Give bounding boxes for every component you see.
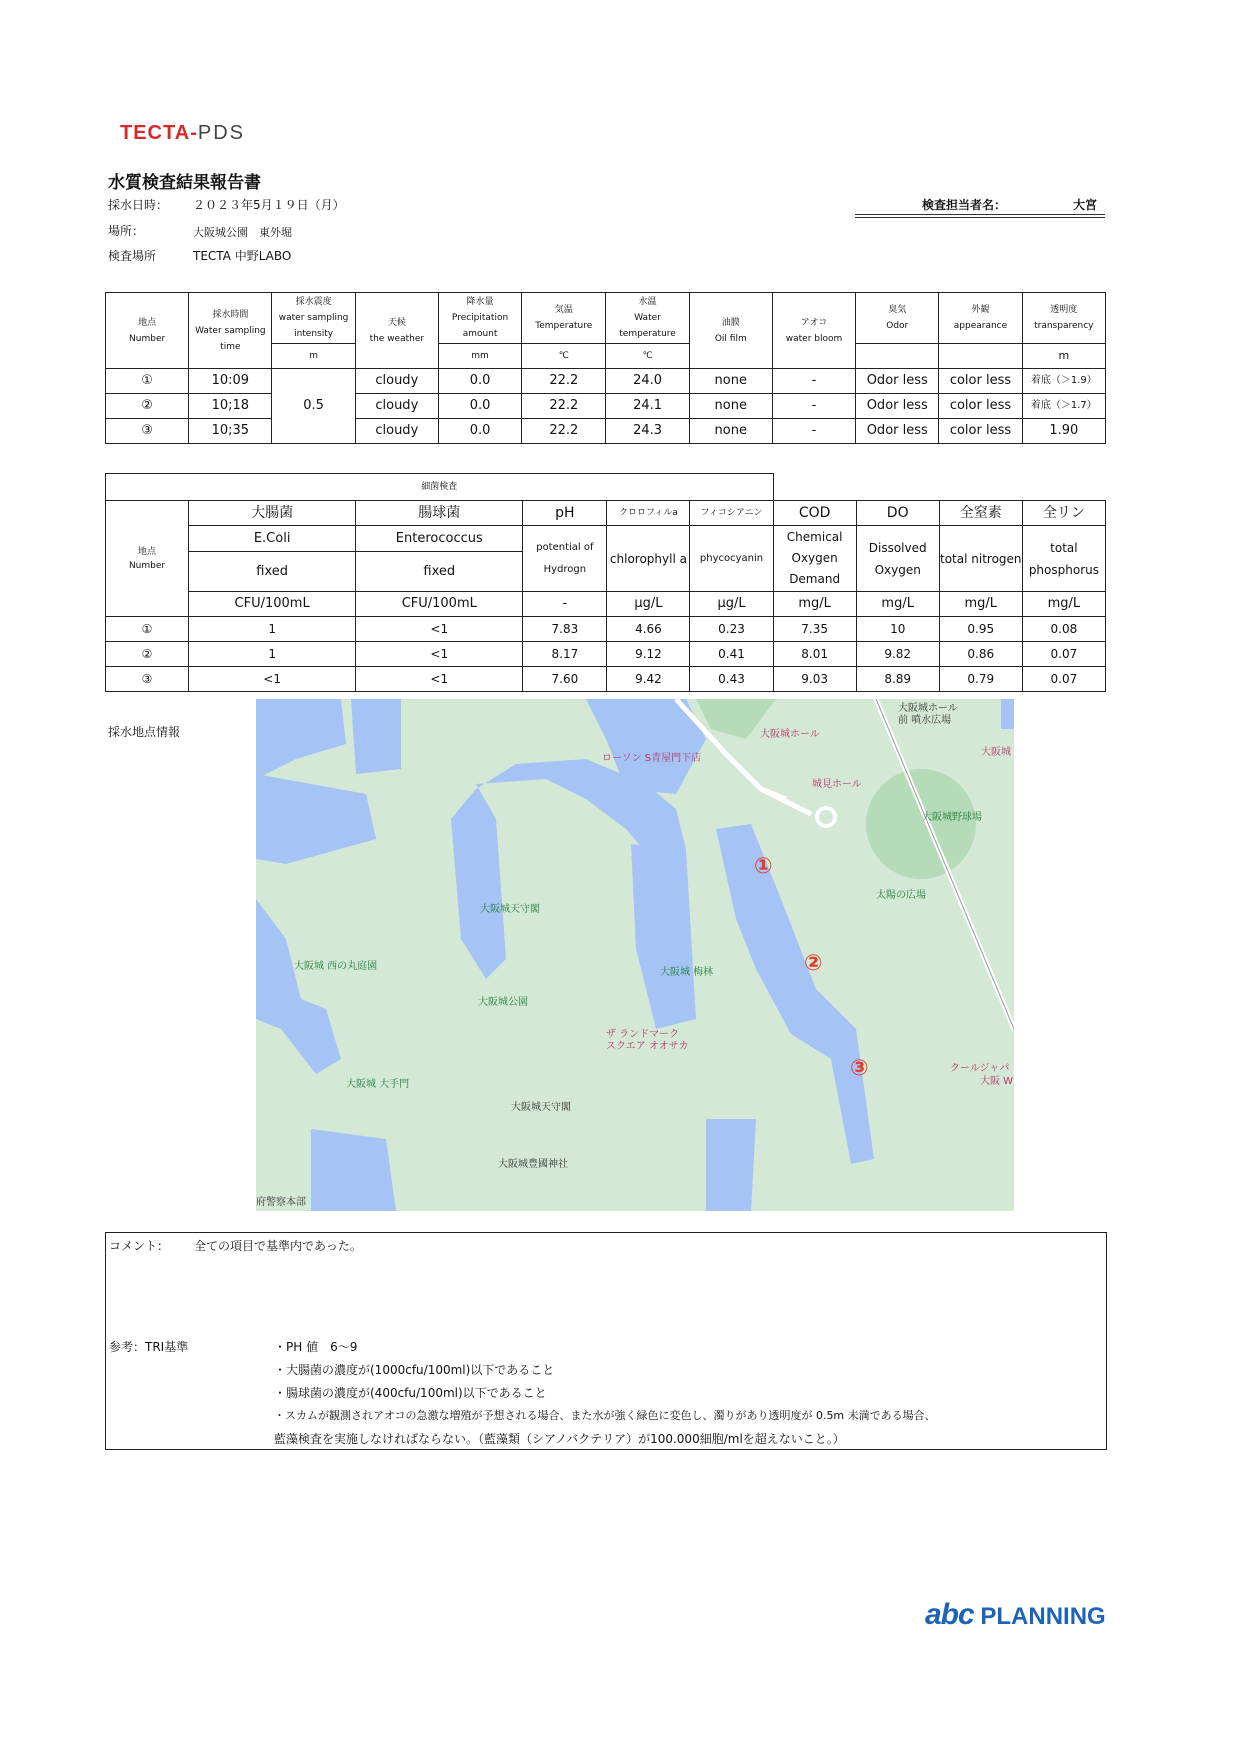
hdr-weather: 天候 the weather bbox=[355, 293, 438, 369]
reference-line-3: ・腸球菌の濃度が(400cfu/100ml)以下であること bbox=[274, 1386, 547, 1400]
inspector-value: 大宮 bbox=[1073, 198, 1098, 212]
ecoli-fixed: fixed bbox=[189, 552, 356, 592]
hdr-intensity: 採水震度 water sampling intensity bbox=[272, 293, 355, 344]
hdr-odor: 臭気 Odor bbox=[856, 293, 939, 344]
hdr-cod: COD bbox=[773, 501, 856, 526]
cell: - bbox=[772, 369, 855, 394]
hdr-phycocyanin-desc: phycocyanin bbox=[690, 526, 773, 592]
page-title: 水質検査結果報告書 bbox=[108, 173, 261, 193]
label-cool-japan: クールジャパ bbox=[950, 1063, 1010, 1074]
cell: - bbox=[772, 394, 855, 419]
reference-line-4: ・スカムが観測されアオコの急激な増殖が予想される場合、また水が強く緑色に変色し、濁りがあり透明度が 0.5m 未満である場合、 bbox=[274, 1409, 936, 1422]
unit-nitrogen: mg/L bbox=[939, 592, 1022, 617]
sampling-marker-2[interactable]: ② bbox=[804, 951, 823, 976]
place-value: 大阪城公園 東外堀 bbox=[193, 226, 292, 239]
lab-results-table bbox=[105, 473, 1106, 692]
cell: 8.01 bbox=[773, 642, 856, 667]
cell: 1 bbox=[189, 642, 356, 667]
cell: cloudy bbox=[355, 369, 438, 394]
cell: 着底（＞1.9） bbox=[1022, 369, 1105, 394]
unit-cod: mg/L bbox=[773, 592, 856, 617]
unit-entero: CFU/100mL bbox=[356, 592, 523, 617]
table-row bbox=[106, 394, 1106, 419]
unit-intensity: m bbox=[272, 344, 355, 369]
cell: <1 bbox=[356, 667, 523, 692]
label-hall-right: 大阪城 bbox=[981, 747, 1011, 758]
hdr-transparency: 透明度 transparency bbox=[1022, 293, 1105, 344]
hdr-do: DO bbox=[856, 501, 939, 526]
field-observation-table bbox=[105, 292, 1106, 444]
hdr-phosphorus-jp: 全リン bbox=[1022, 501, 1105, 526]
table-row bbox=[106, 419, 1106, 444]
label-landmark-2: スクエア オオサカ bbox=[606, 1041, 689, 1052]
sampling-location-map[interactable] bbox=[256, 699, 1014, 1211]
hdr-phosphorus-desc: total phosphorus bbox=[1022, 526, 1105, 592]
cell: 0.43 bbox=[690, 667, 773, 692]
hdr-chlorophyll-desc: chlorophyll a bbox=[607, 526, 690, 592]
label-nishinomaru: 大阪城 西の丸庭園 bbox=[294, 961, 378, 972]
cell: 24.1 bbox=[606, 394, 689, 419]
unit-appearance bbox=[939, 344, 1022, 369]
cell: Odor less bbox=[856, 419, 939, 444]
table-row bbox=[106, 369, 1106, 394]
unit-water-temp: ℃ bbox=[606, 344, 689, 369]
cell: 0.07 bbox=[1022, 667, 1105, 692]
reference-label: 参考：TRI基準 bbox=[109, 1340, 189, 1354]
cell: 0.0 bbox=[438, 369, 521, 394]
cell: 0.0 bbox=[438, 394, 521, 419]
hdr-precipitation: 降水量 Precipitation amount bbox=[438, 293, 521, 344]
label-lawson: ローソン S青屋門下店 bbox=[602, 753, 702, 764]
cell: 着底（＞1.7） bbox=[1022, 394, 1105, 419]
cell: 0.41 bbox=[690, 642, 773, 667]
label-plum: 大阪城 梅林 bbox=[660, 967, 714, 978]
cell: 0.07 bbox=[1022, 642, 1105, 667]
label-police: 府警察本部 bbox=[256, 1197, 306, 1208]
hdr-ecoli-en: E.Coli bbox=[189, 526, 356, 552]
cell: 10 bbox=[856, 617, 939, 642]
inspector-label: 検査担当者名： bbox=[922, 198, 1007, 212]
label-hall: 大阪城ホール bbox=[760, 729, 820, 740]
comment-label: コメント： bbox=[109, 1239, 170, 1253]
cell: Odor less bbox=[856, 369, 939, 394]
cell: none bbox=[689, 419, 772, 444]
hdr-entero-en: Enterococcus bbox=[356, 526, 523, 552]
cell: 1 bbox=[189, 617, 356, 642]
hdr-water-bloom: アオコ water bloom bbox=[772, 293, 855, 369]
table-row bbox=[106, 617, 1106, 642]
cell: ② bbox=[106, 642, 189, 667]
comment-text: 全ての項目で基準内であった。 bbox=[194, 1239, 362, 1253]
cell: 0.23 bbox=[690, 617, 773, 642]
cell: ① bbox=[106, 617, 189, 642]
cell: ③ bbox=[106, 419, 189, 444]
unit-air-temp: ℃ bbox=[522, 344, 606, 369]
cell: 10;35 bbox=[189, 419, 272, 444]
date-label: 採水日時： bbox=[108, 198, 169, 212]
abc-planning-logo bbox=[925, 1598, 1106, 1632]
logo-planning: PLANNING bbox=[980, 1603, 1106, 1630]
hdr-chlorophyll-jp: クロロフィルa bbox=[607, 501, 690, 526]
cell: <1 bbox=[189, 667, 356, 692]
cell: color less bbox=[939, 369, 1022, 394]
table2-unit-row bbox=[106, 592, 1106, 617]
hdr-cod-desc: Chemical Oxygen Demand bbox=[773, 526, 856, 592]
label-joken-hall: 城見ホール bbox=[812, 779, 862, 790]
cell: 1.90 bbox=[1022, 419, 1105, 444]
cell: 0.95 bbox=[939, 617, 1022, 642]
cell: ② bbox=[106, 394, 189, 419]
lab-value: TECTA 中野LABO bbox=[193, 249, 292, 263]
blank bbox=[773, 474, 1105, 501]
cell: 22.2 bbox=[522, 419, 606, 444]
label-fountain: 前 噴水広場 bbox=[898, 715, 952, 726]
unit-ph: - bbox=[523, 592, 607, 617]
hdr-ph-desc: potential of Hydrogn bbox=[523, 526, 607, 592]
cell: 0.08 bbox=[1022, 617, 1105, 642]
entero-fixed: fixed bbox=[356, 552, 523, 592]
cell: <1 bbox=[356, 642, 523, 667]
cell: <1 bbox=[356, 617, 523, 642]
date-value: ２０２３年5月１９日（月） bbox=[193, 198, 345, 212]
cell: none bbox=[689, 369, 772, 394]
hdr-entero-jp: 腸球菌 bbox=[356, 501, 523, 526]
cell: ③ bbox=[106, 667, 189, 692]
logo-abc: abc bbox=[925, 1598, 974, 1631]
place-label: 場所： bbox=[108, 224, 145, 238]
bacteria-header: 細菌検査 bbox=[106, 474, 774, 501]
cell: color less bbox=[939, 419, 1022, 444]
hdr-number: 地点 Number bbox=[106, 501, 189, 617]
cell: 10:09 bbox=[189, 369, 272, 394]
hdr-ph: pH bbox=[523, 501, 607, 526]
cell: 8.89 bbox=[856, 667, 939, 692]
hdr-air-temp: 気温 Temperature bbox=[522, 293, 606, 344]
map-shapes bbox=[256, 699, 1014, 1211]
unit-odor bbox=[856, 344, 939, 369]
cell: 9.42 bbox=[607, 667, 690, 692]
table-row bbox=[106, 642, 1106, 667]
table1-header-row bbox=[106, 293, 1106, 344]
cell: ① bbox=[106, 369, 189, 394]
sampling-marker-1[interactable]: ① bbox=[754, 854, 773, 879]
label-tenshukaku-2: 大阪城天守閣 bbox=[511, 1102, 571, 1113]
label-hokoku: 大阪城豊國神社 bbox=[498, 1159, 568, 1170]
hdr-nitrogen-desc: total nitrogen bbox=[939, 526, 1022, 592]
cell: 22.2 bbox=[522, 369, 606, 394]
label-landmark-1: ザ ランドマーク bbox=[606, 1029, 680, 1040]
logo-dash: - bbox=[190, 122, 198, 144]
hdr-nitrogen-jp: 全窒素 bbox=[939, 501, 1022, 526]
cell: 22.2 bbox=[522, 394, 606, 419]
unit-phycocyanin: μg/L bbox=[690, 592, 773, 617]
cell: 0.79 bbox=[939, 667, 1022, 692]
cell: 8.17 bbox=[523, 642, 607, 667]
table2-en-header-row bbox=[106, 526, 1106, 552]
hdr-oil-film: 油膜 Oil film bbox=[689, 293, 772, 369]
cell: Odor less bbox=[856, 394, 939, 419]
signature-line bbox=[855, 214, 1105, 218]
label-cool-japan-2: 大阪 W bbox=[980, 1076, 1014, 1087]
sampling-marker-3[interactable]: ③ bbox=[850, 1056, 869, 1081]
cell: cloudy bbox=[355, 419, 438, 444]
table2-jp-header-row bbox=[106, 501, 1106, 526]
cell: 10;18 bbox=[189, 394, 272, 419]
label-hall-top: 大阪城ホール bbox=[898, 703, 958, 714]
reference-line-5: 藍藻検査を実施しなければならない。（藍藻類（シアノバクテリア）が100.000細胞/mlを超えないこと。） bbox=[274, 1432, 845, 1446]
reference-line-1: ・PH 値 6～9 bbox=[274, 1340, 358, 1354]
unit-transparency: m bbox=[1022, 344, 1105, 369]
reference-line-2: ・大腸菌の濃度が(1000cfu/100ml)以下であること bbox=[274, 1363, 555, 1377]
unit-ecoli: CFU/100mL bbox=[189, 592, 356, 617]
hdr-sampling-time: 採水時間 Water sampling time bbox=[189, 293, 272, 369]
comment-box bbox=[105, 1232, 1107, 1450]
cell: none bbox=[689, 394, 772, 419]
lab-label: 検査場所 bbox=[108, 249, 157, 263]
intensity-merged-cell: 0.5 bbox=[272, 369, 355, 444]
cell: 4.66 bbox=[607, 617, 690, 642]
cell: - bbox=[772, 419, 855, 444]
unit-chlorophyll: μg/L bbox=[607, 592, 690, 617]
hdr-do-desc: Dissolved Oxygen bbox=[856, 526, 939, 592]
cell: 24.3 bbox=[606, 419, 689, 444]
cell: 9.03 bbox=[773, 667, 856, 692]
hdr-water-temp: 水温 Water temperature bbox=[606, 293, 689, 344]
map-section-label: 採水地点情報 bbox=[108, 725, 181, 739]
label-park: 大阪城公園 bbox=[478, 997, 528, 1008]
cell: 24.0 bbox=[606, 369, 689, 394]
hdr-appearance: 外観 appearance bbox=[939, 293, 1022, 344]
hdr-ecoli-jp: 大腸菌 bbox=[189, 501, 356, 526]
table2-bacteria-row bbox=[106, 474, 1106, 501]
cell: color less bbox=[939, 394, 1022, 419]
cell: 7.60 bbox=[523, 667, 607, 692]
unit-phosphorus: mg/L bbox=[1022, 592, 1105, 617]
logo-brand: TECTA bbox=[120, 122, 191, 144]
label-otemon: 大阪城 大手門 bbox=[346, 1079, 410, 1090]
cell: 0.86 bbox=[939, 642, 1022, 667]
cell: 9.82 bbox=[856, 642, 939, 667]
hdr-phycocyanin-jp: フィコシアニン bbox=[690, 501, 773, 526]
unit-do: mg/L bbox=[856, 592, 939, 617]
tecta-pds-logo bbox=[120, 122, 245, 145]
unit-precipitation: mm bbox=[438, 344, 521, 369]
table-row bbox=[106, 667, 1106, 692]
cell: 0.0 bbox=[438, 419, 521, 444]
cell: 7.35 bbox=[773, 617, 856, 642]
cell: 9.12 bbox=[607, 642, 690, 667]
cell: cloudy bbox=[355, 394, 438, 419]
label-baseball: 大阪城野球場 bbox=[922, 812, 982, 823]
logo-suffix: PDS bbox=[197, 122, 245, 144]
label-tenshukaku: 大阪城天守閣 bbox=[480, 904, 540, 915]
hdr-number: 地点 Number bbox=[106, 293, 189, 369]
label-sun-plaza: 太陽の広場 bbox=[876, 890, 926, 901]
cell: 7.83 bbox=[523, 617, 607, 642]
